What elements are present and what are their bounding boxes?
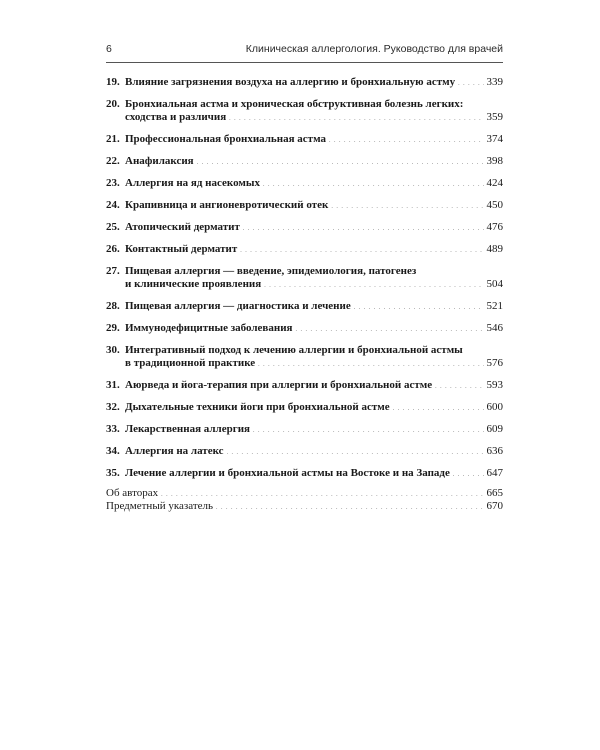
chapter-number: 31. (106, 379, 120, 391)
chapter-title: сходства и различия (125, 111, 227, 123)
page-ref: 476 (486, 221, 503, 233)
toc-entry-line (106, 300, 503, 313)
toc-entry-line (106, 133, 503, 146)
dot-leader (295, 322, 483, 337)
toc-entry[interactable] (106, 243, 503, 256)
toc-entry-line (106, 445, 503, 458)
toc-entry-line (106, 278, 503, 291)
page-number: 6 (106, 43, 112, 55)
chapter-title: Атопический дерматит (125, 221, 240, 233)
page-ref: 424 (486, 177, 503, 189)
chapter-number: 32. (106, 401, 120, 413)
toc-entry-line (106, 111, 503, 124)
chapter-title: и клинические проявления (125, 278, 262, 290)
toc-entry[interactable] (106, 445, 503, 458)
toc-entry-line (106, 199, 503, 212)
chapter-title: Аюрведа и йога-терапия при аллергии и бронхиальной астме (125, 379, 433, 391)
page-ref: 504 (486, 278, 503, 290)
dot-leader (240, 243, 483, 258)
chapter-title: Интегративный подход к лечению аллергии и бронхиальной астмы (125, 344, 463, 356)
chapter-title: Аллергия на латекс (125, 445, 224, 457)
chapter-title: Бронхиальная астма и хроническая обструктивная болезнь легких: (125, 98, 464, 110)
toc-entry-line (106, 357, 503, 370)
chapter-number: 24. (106, 199, 120, 211)
chapter-title: Контактный дерматит (125, 243, 238, 255)
dot-leader (264, 278, 483, 293)
toc-entry-line (106, 379, 503, 392)
chapter-number: 33. (106, 423, 120, 435)
toc-entry-line (106, 221, 503, 234)
dot-leader (458, 76, 483, 91)
toc-entry-line (106, 155, 503, 168)
toc-backmatter-entry[interactable] (106, 500, 503, 513)
toc-entry[interactable] (106, 401, 503, 414)
page-ref: 600 (486, 401, 503, 413)
dot-leader (258, 357, 483, 372)
chapter-number: 26. (106, 243, 120, 255)
page-ref: 339 (486, 76, 503, 88)
toc-entry-line (106, 76, 503, 89)
chapter-title: Дыхательные техники йоги при бронхиальной астме (125, 401, 390, 413)
page-ref: 450 (486, 199, 503, 211)
chapter-title: Лекарственная аллергия (125, 423, 251, 435)
chapter-number: 19. (106, 76, 120, 88)
chapter-title: Пищевая аллергия — введение, эпидемиология, патогенез (125, 265, 417, 277)
dot-leader (331, 199, 483, 214)
chapter-title: Иммунодефицитные заболевания (125, 322, 293, 334)
chapter-title: Аллергия на яд насекомых (125, 177, 260, 189)
dot-leader (435, 379, 483, 394)
toc-backmatter-list (106, 487, 503, 513)
dot-leader (453, 467, 484, 482)
page-ref: 636 (486, 445, 503, 457)
dot-leader (354, 300, 484, 315)
page-ref: 665 (486, 487, 503, 499)
page-ref: 593 (486, 379, 503, 391)
toc-entry-line (106, 265, 503, 278)
chapter-title: в традиционной практике (125, 357, 256, 369)
chapter-number: 23. (106, 177, 120, 189)
chapter-title: Влияние загрязнения воздуха на аллергию и бронхиальную астму (125, 76, 456, 88)
dot-leader (393, 401, 484, 416)
page-ref: 670 (486, 500, 503, 512)
toc-entry[interactable] (106, 467, 503, 480)
toc-entry-line (106, 487, 503, 500)
toc-entry[interactable] (106, 379, 503, 392)
chapter-title: Крапивница и ангионевротический отек (125, 199, 329, 211)
chapter-number: 34. (106, 445, 120, 457)
chapter-number: 28. (106, 300, 120, 312)
chapter-title: Лечение аллергии и бронхиальной астмы на Востоке и на Западе (125, 467, 450, 479)
page-ref: 609 (486, 423, 503, 435)
toc-entry[interactable] (106, 76, 503, 89)
chapter-number: 25. (106, 221, 120, 233)
toc-entry-line (106, 98, 503, 111)
toc-entry-line (106, 423, 503, 436)
toc-entry-line (106, 344, 503, 357)
page-ref: 489 (486, 243, 503, 255)
toc-backmatter-entry[interactable] (106, 487, 503, 500)
header-divider (106, 62, 503, 63)
toc-entry-line (106, 500, 503, 513)
page-ref: 521 (486, 300, 503, 312)
toc-entry-line (106, 243, 503, 256)
book-title: Клиническая аллергология. Руководство для врачей (245, 43, 503, 55)
chapter-title: Пищевая аллергия — диагностика и лечение (125, 300, 351, 312)
toc-entry[interactable] (106, 300, 503, 313)
chapter-number: 22. (106, 155, 120, 167)
page-ref: 374 (486, 133, 503, 145)
dot-leader (227, 445, 484, 460)
toc-entry[interactable] (106, 177, 503, 190)
toc-entry-line (106, 467, 503, 480)
chapter-number: 27. (106, 265, 120, 277)
toc-entry[interactable] (106, 344, 503, 370)
toc-entry[interactable] (106, 221, 503, 234)
page-ref: 398 (486, 155, 503, 167)
toc-entry[interactable] (106, 423, 503, 436)
page-ref: 647 (486, 467, 503, 479)
toc-entry[interactable] (106, 133, 503, 146)
page-ref: 576 (486, 357, 503, 369)
chapter-title: Профессиональная бронхиальная астма (125, 133, 326, 145)
chapter-number: 30. (106, 344, 120, 356)
chapter-number: 29. (106, 322, 120, 334)
toc-chapter-list (106, 76, 503, 480)
toc-entry[interactable] (106, 322, 503, 335)
dot-leader (197, 155, 484, 170)
dot-leader (329, 133, 484, 148)
backmatter-title: Об авторах (106, 487, 159, 499)
dot-leader (229, 111, 483, 126)
toc-entry-line (106, 322, 503, 335)
chapter-number: 35. (106, 467, 120, 479)
toc-entry-line (106, 177, 503, 190)
toc-entry[interactable] (106, 265, 503, 291)
dot-leader (216, 500, 483, 515)
chapter-title: Анафилаксия (125, 155, 194, 167)
toc-entry-line (106, 401, 503, 414)
dot-leader (263, 177, 484, 192)
toc-entry[interactable] (106, 155, 503, 168)
toc-entry[interactable] (106, 199, 503, 212)
chapter-number: 21. (106, 133, 120, 145)
dot-leader (243, 221, 484, 236)
page-ref: 359 (486, 111, 503, 123)
table-of-contents (106, 76, 503, 513)
toc-entry[interactable] (106, 98, 503, 124)
backmatter-title: Предметный указатель (106, 500, 214, 512)
page-ref: 546 (486, 322, 503, 334)
chapter-number: 20. (106, 98, 120, 110)
dot-leader (253, 423, 483, 438)
running-header (106, 43, 503, 59)
